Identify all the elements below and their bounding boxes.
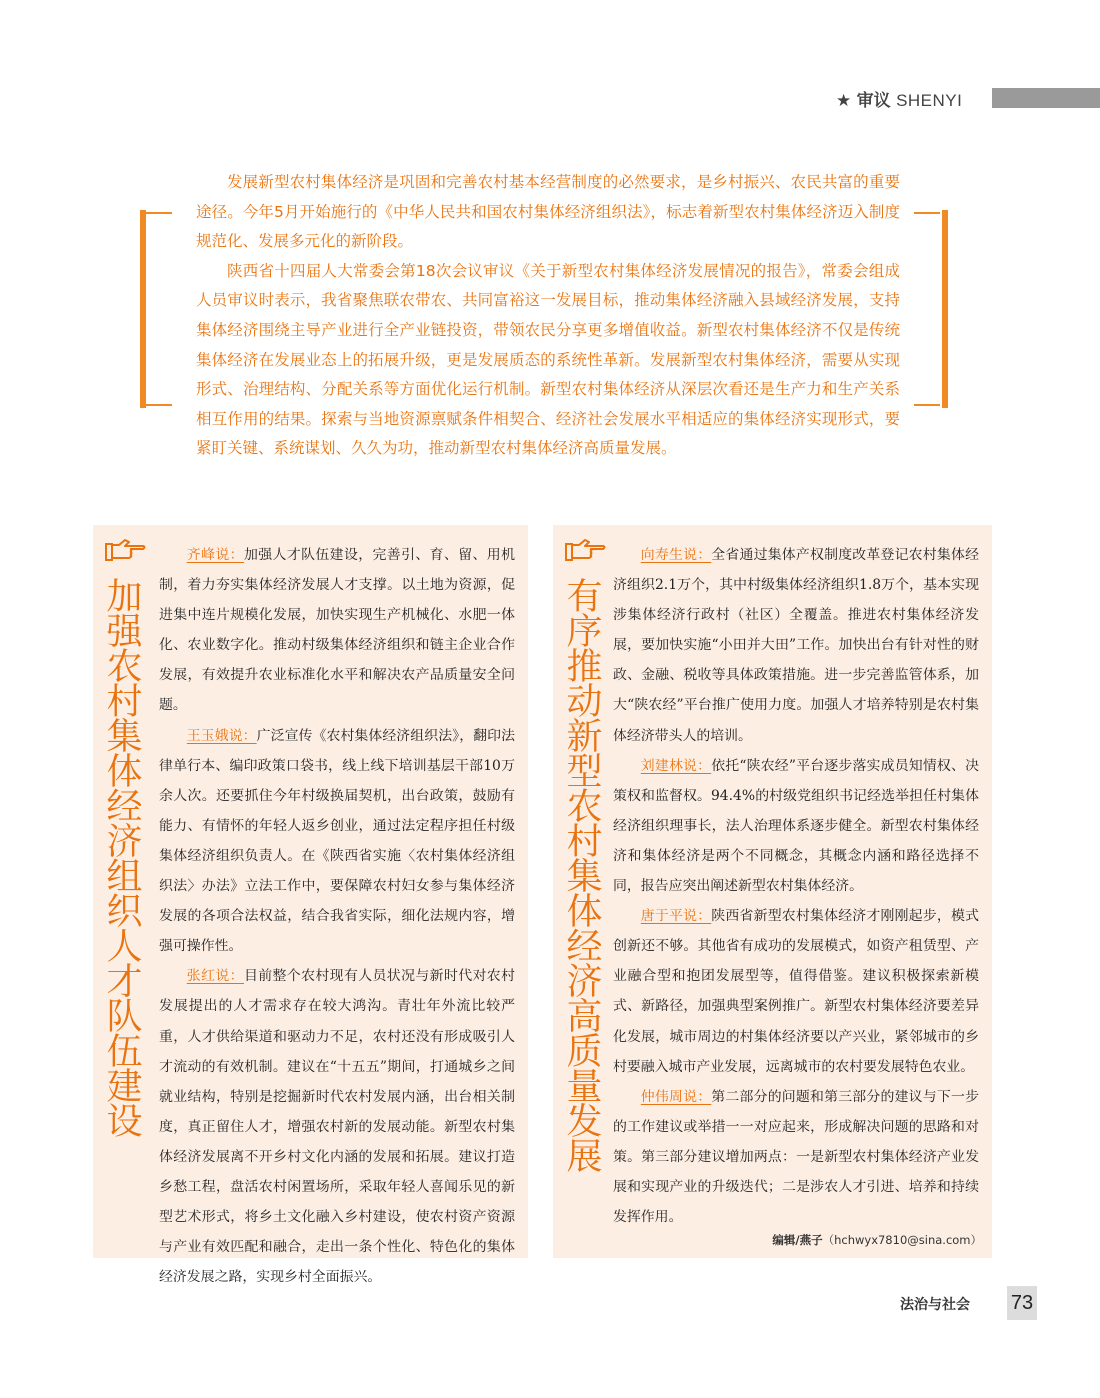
speaker-name: 齐峰说： — [186, 547, 244, 563]
opinion-paragraph — [159, 540, 515, 721]
opinion-text: 陕西省新型农村集体经济才刚刚起步，模式创新还不够。其他省有成功的发展模式，如资产租赁型、产业融合型和抱团发展型等，值得借鉴。建议积极探索新模式、新路径，加强典型案例推广。新型农村集体经济要差异化发展，城市周边的村集体经济要以产兴业，紧邻城市的乡村要融入城市产业发展，远离城市的农村要发展特色农业。 — [613, 908, 979, 1075]
page-number: 73 — [1007, 1286, 1037, 1320]
intro-paragraph: 陕西省十四届人大常委会第18次会议审议《关于新型农村集体经济发展情况的报告》，常委会组成人员审议时表示，我省聚焦联农带农、共同富裕这一发展目标，推动集体经济融入县域经济发展，支持集体经济围绕主导产业进行全产业链投资，带领农民分享更多增值收益。新型农村集体经济不仅是传统集体经济在发展业态上的拓展升级，更是发展质态的系统性革新。发展新型农村集体经济，需要从实现形式、治理结构、分配关系等方面优化运行机制。新型农村集体经济从深层次看还是生产力和生产关系相互作用的结果。探索与当地资源禀赋条件相契合、经济社会发展水平相适应的集体经济实现形式，要紧盯关键、系统谋划、久久为功，推动新型农村集体经济高质量发展。 — [196, 261, 900, 458]
page-header — [0, 84, 1100, 114]
section-title-cn: 审议 — [856, 91, 891, 111]
speaker-name: 王玉娥说： — [186, 727, 257, 744]
opinion-paragraph — [159, 721, 515, 962]
opinion-text: 目前整个农村现有人员状况与新时代对农村发展提出的人才需求存在较大鸿沟。青壮年外流比较严重，人才供给渠道和驱动力不足，农村还没有形成吸引人才流动的有效机制。建议在“十五五”期间，打通城乡之间就业结构，特别是挖掘新时代农村发展内涵，出台相关制度，真正留住人才，增强农村新的发展动能。新型农村集体经济发展离不开乡村文化内涵的发展和拓展。建议打造乡愁工程，盘活农村闲置场所，采取年轻人喜闻乐见的新型艺术形式，将乡土文化融入乡村建设，使农村资产资源与产业有效匹配和融合，走出一条个性化、特色化的集体经济发展之路，实现乡村全面振兴。 — [159, 968, 515, 1286]
left-column-panel — [93, 525, 528, 1286]
editor-contact: （hchwyx7810@sina.com） — [822, 1233, 982, 1247]
right-column-title: 有序推动新型农村集体经济高质量发展 — [561, 577, 602, 1172]
speaker-name: 唐于平说： — [640, 908, 712, 925]
opinion-text: 全省通过集体产权制度改革登记农村集体经济组织2.1万个，其中村级集体经济组织1.8万个，基本实现涉集体经济行政村（社区）全覆盖。推进农村集体经济发展，要加快实施“小田并大田”工作。加快出台有针对性的财政、金融、税收等具体政策措施。进一步完善监管体系，加大“陕农经”平台推广使用力度。加强人才培养特别是农村集体经济带头人的培训。 — [613, 547, 979, 744]
right-column-text — [613, 540, 979, 1232]
editor-credit — [772, 1232, 982, 1248]
opinion-text: 第二部分的问题和第三部分的建议与下一步的工作建议或举措一一对应起来，形成解决问题的思路和对策。第三部分建议增加两点：一是新型农村集体经济产业发展和实现产业的升级迭代；二是涉农人才引进、培养和持续发挥作用。 — [613, 1088, 979, 1226]
intro-text — [196, 168, 900, 464]
opinion-paragraph — [613, 1082, 979, 1232]
right-column-panel — [553, 525, 992, 1258]
speaker-name: 张红说： — [186, 968, 244, 985]
star-icon: ★ — [836, 91, 852, 111]
intro-paragraph: 发展新型农村集体经济是巩固和完善农村基本经营制度的必然要求，是乡村振兴、农民共富的重要途径。今年5月开始施行的《中华人民共和国农村集体经济组织法》，标志着新型农村集体经济迈入制度规范化、发展多元化的新阶段。 — [196, 173, 900, 251]
left-column-text — [159, 540, 515, 1292]
pointing-hand-icon — [103, 535, 147, 565]
header-bar — [992, 88, 1100, 108]
left-bracket-decoration — [140, 210, 174, 408]
opinion-paragraph — [613, 751, 979, 901]
section-label — [836, 86, 962, 111]
speaker-name: 向寿生说： — [640, 547, 712, 563]
speaker-name: 刘建林说： — [640, 757, 712, 774]
opinion-text: 广泛宣传《农村集体经济组织法》，翻印法律单行本、编印政策口袋书，线上线下培训基层干部10万余人次。还要抓住今年村级换届契机，出台政策，鼓励有能力、有情怀的年轻人返乡创业，通过法定程序担任村级集体经济组织负责人。在《陕西省实施〈农村集体经济组织法〉办法》立法工作中，要保障农村妇女参与集体经济发展的各项合法权益，结合我省实际，细化法规内容，增强可操作性。 — [159, 727, 515, 955]
speaker-name: 仲伟周说： — [640, 1088, 712, 1105]
opinion-text: 依托“陕农经”平台逐步落实成员知情权、决策权和监督权。94.4%的村级党组织书记经选举担任村集体经济组织理事长，法人治理体系逐步健全。新型农村集体经济和集体经济是两个不同概念，其概念内涵和路径选择不同，报告应突出阐述新型农村集体经济。 — [613, 757, 979, 895]
magazine-name: 法治与社会 — [900, 1297, 970, 1313]
opinion-paragraph — [159, 961, 515, 1292]
editor-label: 编辑/燕子 — [772, 1233, 823, 1247]
left-column-title: 加强农村集体经济组织人才队伍建设 — [101, 577, 142, 1137]
pointing-hand-icon — [563, 535, 607, 565]
opinion-text: 加强人才队伍建设，完善引、育、留、用机制，着力夯实集体经济发展人才支撑。以土地为资源，促进集中连片规模化发展，加快实现生产机械化、水肥一体化、农业数字化。推动村级集体经济组织和链主企业合作发展，有效提升农业标准化水平和解决农产品质量安全问题。 — [159, 547, 515, 714]
opinion-paragraph — [613, 540, 979, 751]
opinion-paragraph — [613, 901, 979, 1082]
section-title-en: SHENYI — [896, 91, 963, 110]
right-bracket-decoration — [914, 210, 948, 408]
